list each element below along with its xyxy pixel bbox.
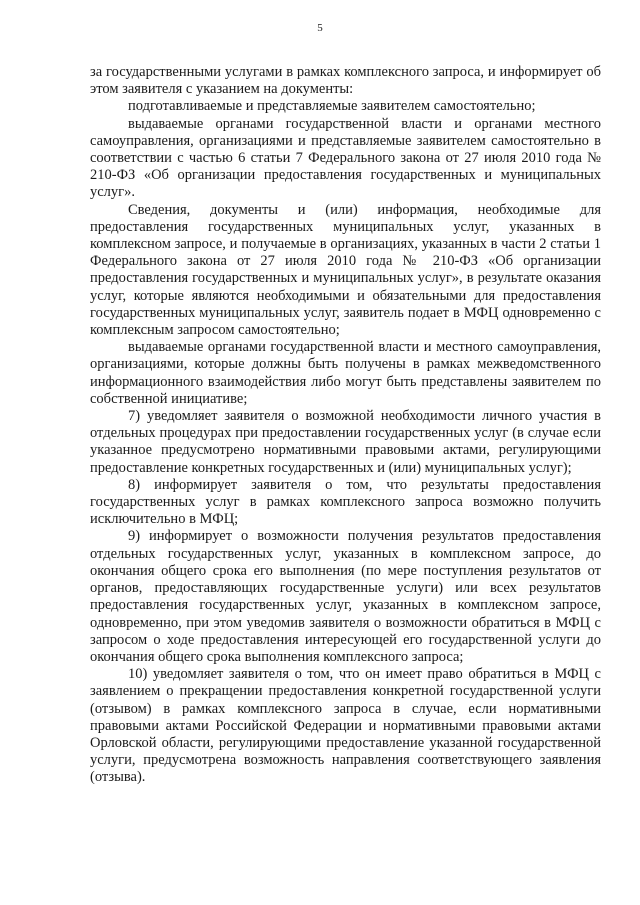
document-body xyxy=(90,64,601,787)
paragraph-self-prepared-docs: подготавливаемые и представляемые заявителем самостоятельно; xyxy=(128,98,536,115)
paragraph-item-8: 8) информирует заявителя о том, что результаты предоставления государственных услуг в рамках комплексного запроса возможно получить исключительно в МФЦ; xyxy=(90,476,601,528)
page-number: 5 xyxy=(317,22,323,34)
paragraph-information-required: Сведения, документы и (или) информация, необходимые для предоставления государственных муниципальных услуг, указанных в комплексном запросе, и получаемые в организациях, указанных в части 2 статьи 1 Федерального закона от 27 июля 2010 года № 210-ФЗ «Об организации предоставления государственных и муниципальных услуг», в результате оказания услуг, которые являются необходимыми и обязательными для предоставления государственных муниципальных услуг, заявитель подает в МФЦ одновременно с комплексным запросом самостоятельно; xyxy=(90,201,601,339)
paragraph-item-10: 10) уведомляет заявителя о том, что он имеет право обратиться в МФЦ с заявлением о прекращении предоставления конкретной государственной услуги (отзывом) в рамках комплексного запроса в случае, если нормативными правовыми актами Российской Федерации и нормативными правовыми актами Орловской области, регулирующими предоставление указанной государственной услуги, предусмотрена возможность направления соответствующего заявления (отзыва). xyxy=(90,666,601,786)
paragraph-continuation: за государственными услугами в рамках комплексного запроса, и информирует об этом заявителя с указанием на документы: xyxy=(90,64,601,98)
paragraph-item-9: 9) информирует о возможности получения результатов предоставления отдельных государственных услуг, указанных в комплексном запросе, до окончания общего срока его выполнения (по мере поступления результатов от органов, предоставляющих государственные услуги) или всех результатов предоставления государственных услуг, указанных в комплексном запросе, одновременно, при этом уведомив заявителя о возможности обратиться в МФЦ с запросом о ходе предоставления интересующей его государственной услуги до окончания общего срока выполнения комплексного запроса; xyxy=(90,528,601,665)
paragraph-issued-docs: выдаваемые органами государственной власти и органами местного самоуправления, организациями и представляемые заявителем самостоятельно в соответствии с частью 6 статьи 7 Федерального закона от 27 июля 2010 года № 210-ФЗ «Об организации предоставления государственных и муниципальных услуг». xyxy=(90,115,601,201)
paragraph-item-7: 7) уведомляет заявителя о возможной необходимости личного участия в отдельных процедурах при предоставлении государственных услуг (в случае если указанное предусмотрено нормативными правовыми актами, регулирующими предоставление конкретных государственных и (или) муниципальных услуг); xyxy=(90,408,601,476)
paragraph-interagency-docs: выдаваемые органами государственной власти и местного самоуправления, организациями, которые должны быть получены в рамках межведомственного информационного взаимодействия либо могут быть представлены заявителем по собственной инициативе; xyxy=(90,339,601,407)
